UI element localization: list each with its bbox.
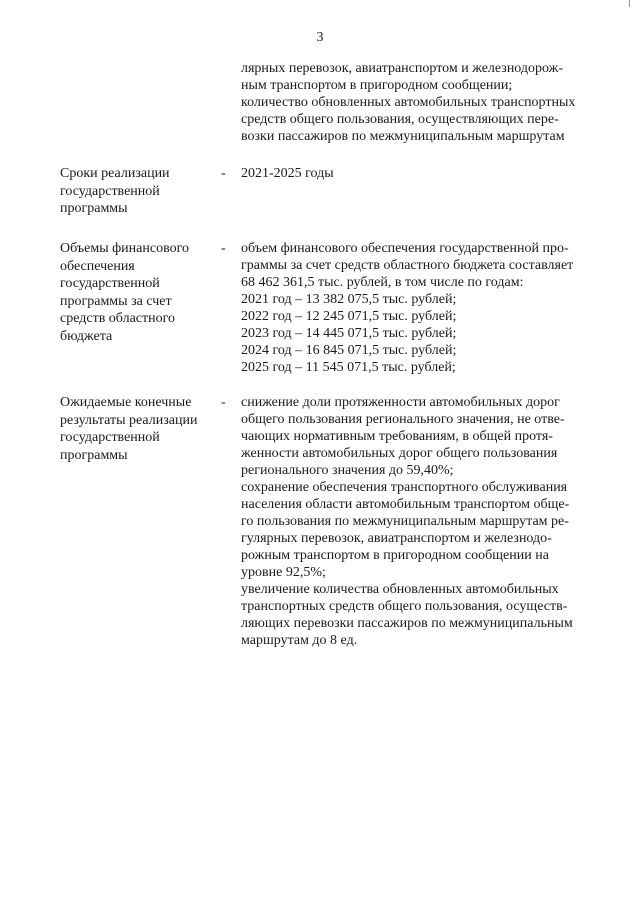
text-line: 2021-2025 годы [241,166,334,181]
label-line: Сроки реализации [60,166,170,181]
text-line: средств общего пользования, осуществляющих пере- [241,112,559,127]
section-value [241,394,601,649]
separator-dash: - [221,395,226,410]
page-number: 3 [316,30,324,45]
corner-mark [629,0,630,7]
separator-dash: - [221,166,226,181]
text-line: рожным транспортом в пригородном сообщении на [241,548,549,563]
text-line: населения области автомобильным транспортом обще- [241,497,570,512]
text-line: возки пассажиров по межмуниципальным маршрутам [241,129,565,144]
section-results [60,394,605,654]
text-line: лярных перевозок, авиатранспортом и железнодорож- [241,61,564,76]
text-line: гулярных перевозок, авиатранспортом и железнодо- [241,531,552,546]
label-line: средств областного [60,311,176,326]
text-line: го пользования по межмуниципальным маршрутам ре- [241,514,569,529]
year-amount: 2023 год – 14 445 071,5 тыс. рублей; [241,326,457,341]
text-line: увеличение количества обновленных автомобильных [241,582,559,597]
text-line: сохранение обеспечения транспортного обслуживания [241,480,568,495]
text-line: регионального значения до 59,40%; [241,463,454,478]
text-line: 68 462 361,5 тыс. рублей, в том числе по годам: [241,275,524,290]
label-line: государственной [60,183,160,199]
label-line: результаты реализации [60,412,198,428]
year-amount: 2022 год – 12 245 071,5 тыс. рублей; [241,309,457,324]
section-label [60,394,210,464]
text-line: женности автомобильных дорог общего пользования [241,446,558,461]
section-value [241,165,601,182]
section-label [60,240,210,345]
text-line: чающих нормативным требованиям, в общей протя- [241,429,553,444]
text-line: маршрутам до 8 ед. [241,633,358,648]
text-line: снижение доли протяженности автомобильных дорог [241,395,560,410]
continuation-text [241,60,601,145]
text-line: объем финансового обеспечения государственной про- [241,241,569,256]
section-timeline [60,165,605,225]
text-line: граммы за счет средств областного бюджета составляет [241,258,574,273]
label-line: бюджета [60,328,113,344]
label-line: программы [60,201,128,216]
label-line: государственной [60,276,160,291]
label-line: программы [60,447,128,463]
year-amount: 2024 год – 16 845 071,5 тыс. рублей; [241,343,457,358]
text-line: уровне 92,5%; [241,565,326,580]
text-line: количество обновленных автомобильных транспортных [241,95,576,110]
year-amount: 2025 год – 11 545 071,5 тыс. рублей; [241,360,456,375]
year-amount: 2021 год – 13 382 075,5 тыс. рублей; [241,292,457,307]
label-line: Ожидаемые конечные [60,395,192,410]
text-line: общего пользования регионального значения, не отве- [241,412,565,427]
section-funding [60,240,605,380]
label-line: Объемы финансового [60,241,189,256]
text-line: ляющих перевозки пассажиров по межмуниципальным [241,616,573,631]
separator-dash: - [221,241,226,256]
text-line: транспортных средств общего пользования, осуществ- [241,599,568,614]
label-line: государственной [60,430,160,445]
section-label [60,165,210,218]
label-line: программы за счет [60,293,172,309]
text-line: ным транспортом в пригородном сообщении; [241,78,513,93]
label-line: обеспечения [60,258,135,274]
section-value [241,240,601,376]
